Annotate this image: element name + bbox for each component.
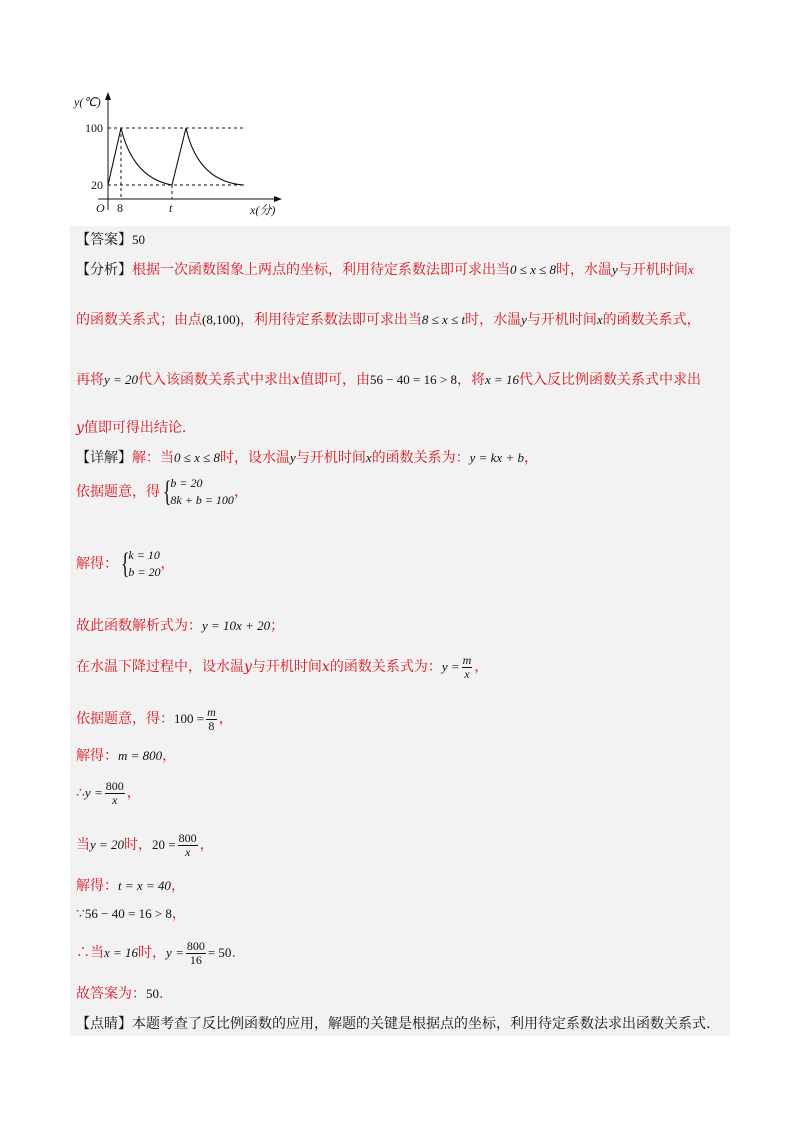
analysis-text: ，将 (456, 372, 485, 388)
analysis-text: 值即可，由 (299, 372, 370, 388)
tick-8: 8 (117, 201, 123, 215)
math-inline: 0 ≤ x ≤ 8 (510, 262, 557, 277)
detail-text: 解得： (76, 878, 118, 894)
math-inline: 50 (146, 986, 159, 1001)
equation: 8k + b = 100 (170, 493, 234, 507)
analysis-text: 时，水温 (465, 312, 522, 328)
math-inline: 56 − 40 = 16 > 8 (369, 372, 457, 387)
detail-text: 与开机时间 (251, 659, 322, 675)
answer-value: 50 (132, 232, 145, 247)
analysis-text: 值即可得出结论. (83, 420, 187, 436)
detail-text: ， (170, 878, 185, 894)
detail-text: ， (218, 711, 233, 727)
detail-text: 的函数关系为： (371, 450, 470, 466)
math-inline: t = x = 40 (118, 878, 171, 893)
therefore-symbol: ∴ (76, 785, 85, 801)
detail-text: 在水温下降过程中，设水温 (76, 659, 244, 675)
math-inline: 56 − 40 = 16 > 8 (84, 906, 172, 921)
math-inline: x = 16 (104, 945, 139, 960)
detail-text: ， (126, 785, 141, 801)
analysis-tag: 【分析】 (76, 262, 132, 278)
math-inline: x (596, 312, 603, 327)
detail-text: ， (171, 906, 186, 922)
math-inline: m = 800 (118, 748, 163, 763)
detail-text: . (159, 986, 164, 1002)
math-inline: 100 = (174, 711, 205, 726)
detail-text: 故此函数解析式为： (76, 618, 202, 634)
detail-text: 的函数关系式为： (329, 659, 442, 675)
answer-tag: 【答案】 (76, 232, 132, 248)
detail-text: ， (162, 748, 177, 764)
math-inline: x (687, 262, 694, 277)
analysis-text: 根据一次函数图象上两点的坐标，利用待定系数法即可求出当 (132, 262, 510, 278)
detail-line-9 (76, 830, 214, 860)
detail-text: 依据题意，得： (76, 711, 174, 727)
fraction (105, 780, 125, 807)
temperature-curve (108, 128, 244, 185)
tick-20: 20 (91, 178, 103, 192)
comment-text: 本题考查了反比例函数的应用，解题的关键是根据点的坐标，利用待定系数法求出函数关系式. (132, 1016, 711, 1032)
math-inline: x (292, 372, 300, 388)
tick-100: 100 (85, 121, 103, 135)
detail-text: 时，设水温 (220, 450, 291, 466)
detail-line-3 (76, 546, 175, 582)
analysis-text: 代入反比例函数关系式中求出 (519, 372, 701, 388)
math-inline: y = (166, 945, 184, 960)
math-inline: = 50 (207, 945, 232, 960)
analysis-text: 时，水温 (556, 262, 613, 278)
detail-text: . (231, 945, 236, 961)
analysis-line-1 (76, 260, 694, 280)
math-inline: x = 16 (484, 372, 519, 387)
math-inline: y = 20 (90, 837, 125, 852)
comment-tag: 【点睛】 (76, 1016, 132, 1032)
fraction (186, 940, 206, 967)
detail-line-10 (76, 876, 185, 896)
detail-text: ， (160, 556, 175, 572)
equation: b = 20 (128, 565, 161, 579)
analysis-text: 再将 (76, 372, 104, 388)
fraction (178, 832, 198, 859)
analysis-text: ，利用待定系数法即可求出当 (239, 312, 422, 328)
detail-text: ， (523, 450, 538, 466)
detail-line-4 (76, 616, 284, 636)
temperature-graph (68, 88, 290, 222)
math-inline: y (290, 450, 296, 465)
detail-text: ， (199, 837, 214, 853)
analysis-text: 的函数关系式；由点 (76, 312, 202, 328)
denominator: x (184, 844, 191, 859)
math-inline: y = kx + b (469, 450, 524, 465)
detail-text: 解得： (76, 748, 118, 764)
fraction (206, 706, 217, 733)
denominator: x (112, 792, 118, 807)
analysis-text: 的函数关系式， (602, 312, 701, 328)
detail-text: ∴当 (76, 945, 104, 961)
equation-system (170, 475, 234, 509)
detail-line-13 (76, 984, 163, 1004)
detail-text: 时， (124, 837, 153, 853)
solution-box (70, 226, 730, 1036)
origin-label: O (96, 201, 105, 215)
math-inline: x (365, 450, 372, 465)
y-axis-label: y(℃) (74, 95, 101, 109)
equation: k = 10 (128, 548, 160, 562)
denominator: 16 (189, 952, 202, 967)
numerator: 800 (186, 938, 205, 953)
math-inline: 20 = (152, 837, 176, 852)
detail-text: ； (270, 618, 285, 634)
detail-line-6 (76, 704, 233, 734)
x-axis-label: x(分) (250, 203, 276, 217)
analysis-text: 与开机时间 (617, 262, 688, 278)
analysis-text: 与开机时间 (526, 312, 597, 328)
detail-text: ， (233, 484, 248, 500)
detail-line-12 (76, 938, 236, 968)
detail-text: 解得： (76, 556, 118, 572)
denominator: 8 (208, 718, 215, 733)
fraction (462, 654, 473, 681)
denominator: x (464, 666, 470, 681)
detail-line-7 (76, 746, 176, 766)
answer-line (76, 230, 145, 250)
math-inline: 8 ≤ x ≤ t (421, 312, 466, 327)
numerator: m (462, 652, 472, 667)
detail-line-8 (76, 778, 141, 808)
comment-line (76, 1014, 710, 1034)
math-inline: y = (84, 785, 103, 800)
detail-text: 解：当 (132, 450, 174, 466)
detail-text: 当 (76, 837, 90, 853)
x-axis-arrow (274, 196, 282, 202)
numerator: 800 (105, 778, 124, 793)
detail-text: 依据题意，得 (76, 484, 160, 500)
math-inline: (8,100) (202, 312, 240, 327)
math-inline: y (521, 312, 527, 327)
because-symbol: ∵ (76, 906, 85, 922)
detail-line-5 (76, 652, 488, 682)
math-inline: y (612, 262, 618, 277)
brace: { (162, 475, 172, 508)
equation: b = 20 (170, 476, 203, 490)
numerator: m (207, 704, 216, 719)
math-inline: 0 ≤ x ≤ 8 (174, 450, 221, 465)
detail-line-1 (76, 448, 538, 468)
tick-t: t (169, 201, 173, 215)
math-inline: y (244, 659, 252, 675)
detail-text: ， (474, 659, 489, 675)
analysis-line-4 (76, 418, 186, 438)
detail-text: 故答案为： (76, 986, 146, 1002)
numerator: 800 (178, 830, 197, 845)
math-inline: x (321, 659, 330, 675)
detail-tag: 【详解】 (76, 450, 132, 466)
analysis-text: 代入该函数关系式中求出 (138, 372, 293, 388)
brace: { (120, 547, 130, 580)
math-inline: y = (441, 659, 460, 674)
math-inline: y = 10x + 20 (202, 618, 271, 633)
detail-line-2 (76, 474, 248, 510)
analysis-line-3 (76, 370, 701, 390)
analysis-line-2 (76, 310, 701, 330)
equation-system (128, 547, 160, 581)
detail-text: 与开机时间 (295, 450, 366, 466)
y-axis-arrow (105, 92, 111, 100)
math-inline: y (76, 420, 84, 436)
detail-line-11 (76, 904, 186, 924)
detail-text: 时， (138, 945, 167, 961)
math-inline: y = 20 (104, 372, 139, 387)
